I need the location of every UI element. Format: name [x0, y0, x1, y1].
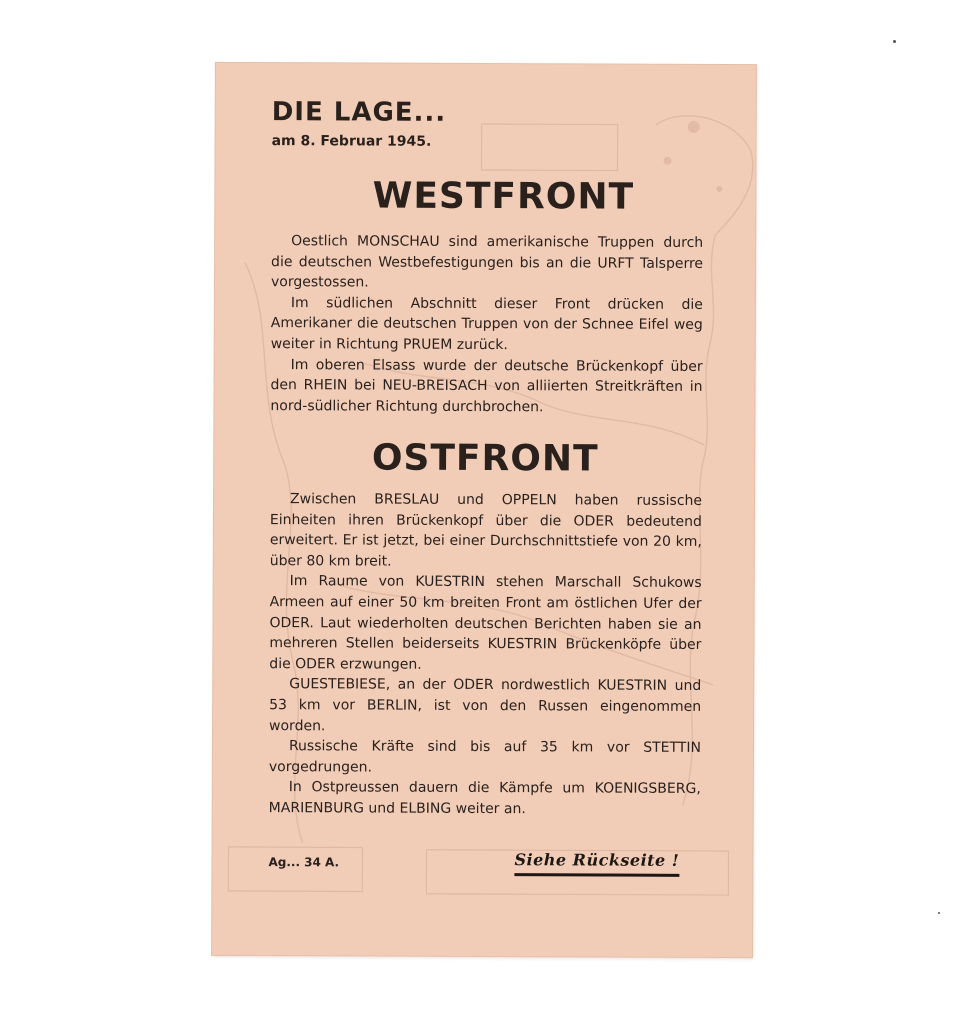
ostfront-paragraph: In Ostpreussen dauern die Kämpfe um KOENIGSBERG, MARIENBURG und ELBING weiter an.: [268, 779, 701, 818]
page-date: am 8. Februar 1945.: [271, 133, 432, 150]
ostfront-paragraph: GUESTEBIESE, an der ODER nordwestlich KUESTRIN und 53 km vor BERLIN, ist von den Russen eingenommen worden.: [269, 676, 702, 734]
see-reverse-link[interactable]: Siehe Rückseite !: [514, 850, 679, 877]
ostfront-paragraph: Russische Kräfte sind bis auf 35 km vor STETTIN vorgedrungen.: [268, 738, 701, 776]
speck: [893, 40, 896, 43]
ostfront-paragraph: Zwischen BRESLAU und OPPELN haben russische Einheiten ihren Brückenkopf über die ODER bedeutend erweitert. Er ist jetzt, bei einer Durchschnittstiefe von 20 km, über 80 km breit.: [269, 491, 703, 570]
westfront-paragraph: Im oberen Elsass wurde der deutsche Brückenkopf über den RHEIN bei NEU-BREISACH von alliierten Streitkräften in nord-südlicher Richtung durchbrochen.: [270, 356, 703, 416]
westfront-paragraph: Oestlich MONSCHAU sind amerikanische Truppen durch die deutschen Westbefestigungen bis an die URFT Talsperre vorgestossen.: [270, 233, 704, 291]
page-title: DIE LAGE...: [271, 97, 447, 128]
ostfront-paragraph: Im Raume von KUESTRIN stehen Marschall Schukows Armeen auf einer 50 km breiten Front am östlichen Ufer der ODER. Laut wiederholten deutschen Berichten haben sie an mehreren Stellen beiderseits KUESTRIN Brückenköpfe über die ODER erzwungen.: [269, 573, 702, 673]
speck: [938, 912, 940, 914]
ostfront-body: [269, 489, 702, 820]
ostfront-heading: OSTFRONT: [371, 437, 599, 480]
westfront-heading: WESTFRONT: [372, 175, 635, 218]
westfront-paragraph: Im südlichen Abschnitt dieser Front drücken die Amerikaner die deutschen Truppen von der Schnee Eifel weg weiter in Richtung PRUEM zurück.: [270, 294, 703, 354]
leaflet-page: [212, 63, 756, 957]
leaflet-code: Ag... 34 A.: [268, 855, 340, 870]
westfront-body: [270, 231, 703, 418]
